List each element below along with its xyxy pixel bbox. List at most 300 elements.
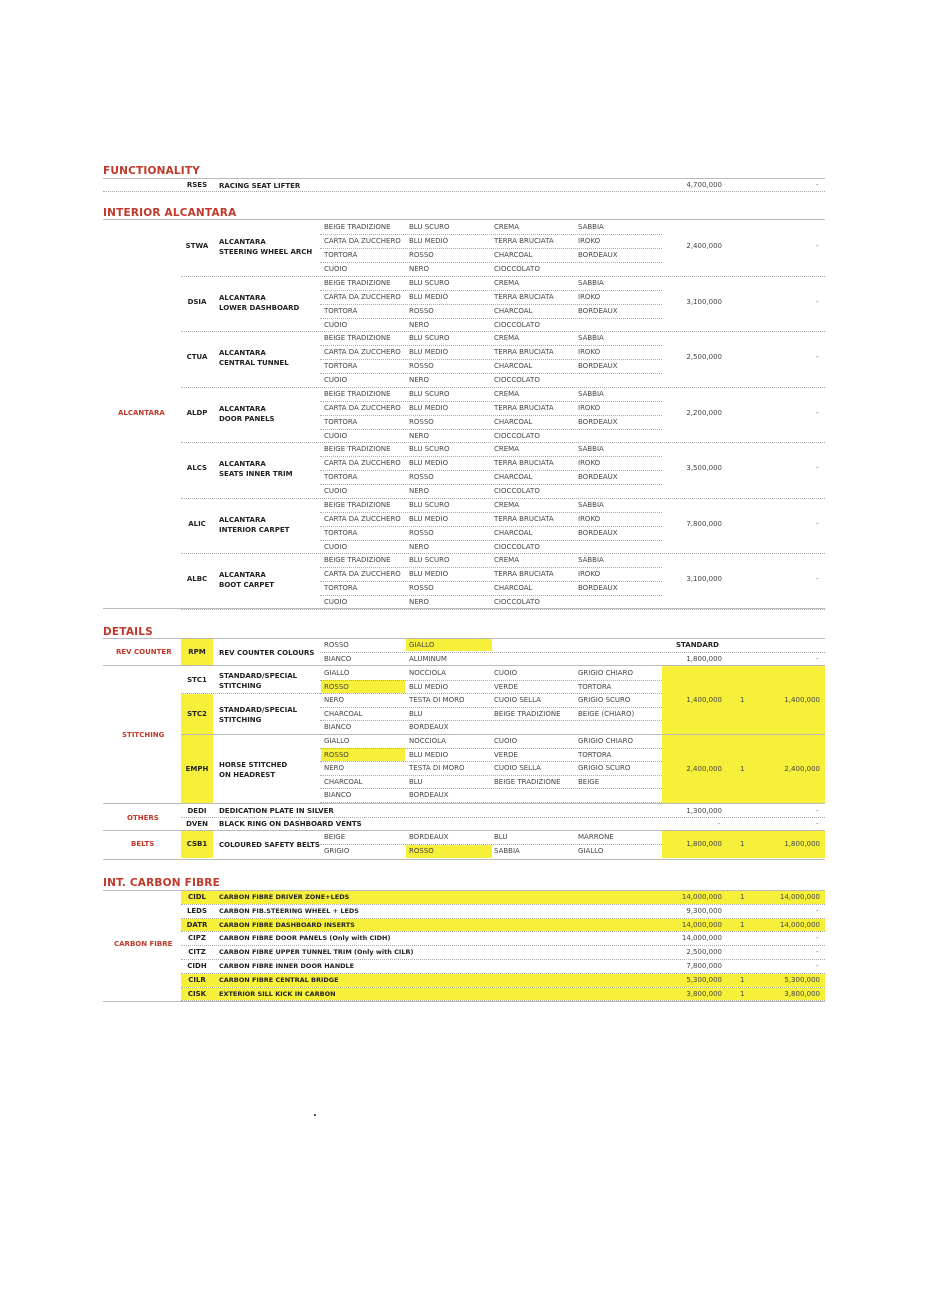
item-total: 2,400,000 [784, 765, 820, 773]
colour-option: CUOIO SELLA [494, 764, 541, 773]
item-price: 1,400,000 [686, 696, 722, 704]
colour-option: SABBIA [578, 389, 604, 398]
divider [181, 931, 825, 932]
colour-option: BEIGE [324, 833, 346, 841]
colour-option: ROSSO [324, 682, 349, 691]
colour-option: CIOCCOLATO [494, 598, 540, 606]
colour-option: CUOIO [494, 669, 518, 677]
colour-option: CUOIO [324, 542, 348, 551]
colour-option: BLU MEDIO [409, 348, 449, 356]
colour-option: BLU MEDIO [409, 750, 449, 759]
colour-option: CIOCCOLATO [494, 487, 540, 495]
colour-option: SABBIA [578, 278, 604, 287]
item-code: CISK [187, 989, 207, 998]
divider [181, 387, 825, 388]
colour-option: BLU SCURO [409, 389, 450, 398]
colour-option: SABBIA [578, 334, 604, 342]
item-price: 3,100,000 [686, 575, 722, 583]
colour-option: GIALLO [324, 669, 350, 677]
item-code: CIPZ [188, 934, 206, 943]
colour-option: CUOIO [324, 431, 348, 440]
divider [103, 191, 825, 192]
category-label-carbon-fibre: CARBON FIBRE [114, 940, 173, 948]
colour-option: CARTA DA ZUCCHERO [324, 403, 401, 412]
item-code: RPM [188, 648, 206, 656]
item-price: 1,300,000 [686, 807, 722, 815]
item-total: - [816, 353, 819, 361]
colour-option: NERO [409, 431, 430, 440]
category-label-stitching: STITCHING [122, 731, 165, 739]
colour-option: TESTA DI MORO [409, 696, 465, 705]
colour-option: NERO [409, 320, 430, 329]
colour-option: CHARCOAL [494, 528, 533, 537]
colour-option: BEIGE [578, 777, 600, 786]
item-code: CSB1 [186, 840, 208, 848]
colour-option: BEIGE TRADIZIONE [324, 334, 391, 342]
divider [320, 652, 825, 653]
item-total: - [816, 575, 819, 583]
divider [320, 761, 662, 762]
colour-option: IROKO [578, 403, 601, 412]
divider [320, 248, 662, 249]
divider [320, 844, 662, 845]
colour-option: CUOIO [324, 320, 348, 329]
item-price: 4,700,000 [686, 181, 722, 189]
divider [320, 775, 662, 776]
item-quantity: 1 [740, 765, 745, 773]
colour-option: IROKO [578, 237, 601, 245]
item-description: STANDARD/SPECIAL STITCHING [219, 672, 298, 690]
colour-option: CREMA [494, 445, 520, 453]
item-quantity: 1 [740, 840, 745, 848]
colour-option: TORTORA [324, 417, 358, 426]
item-price: 7,800,000 [686, 962, 722, 970]
divider [320, 526, 662, 527]
colour-option: BORDEAUX [578, 417, 618, 426]
divider [103, 803, 825, 804]
colour-option: GRIGIO CHIARO [578, 669, 633, 677]
item-code: DATR [186, 920, 208, 929]
item-quantity: 1 [740, 893, 745, 901]
colour-option: BLU MEDIO [409, 682, 449, 691]
divider [320, 693, 662, 694]
item-total: - [816, 948, 819, 957]
item-total: 1,800,000 [784, 840, 820, 848]
colour-option: BLU SCURO [409, 278, 450, 287]
colour-option: TORTORA [578, 682, 612, 691]
colour-option: ROSSO [409, 251, 434, 259]
colour-option: CUOIO [494, 737, 518, 745]
colour-option: BEIGE (CHIARO) [578, 709, 635, 718]
item-total: - [816, 807, 819, 815]
item-description: CARBON FIB.STEERING WHEEL + LEDS [219, 906, 359, 915]
item-price: 5,300,000 [686, 975, 722, 984]
item-total: - [816, 906, 819, 915]
item-code: ALCS [186, 464, 208, 472]
colour-option: CREMA [494, 389, 520, 398]
colour-option: CUOIO [324, 598, 348, 606]
item-price: 14,000,000 [681, 920, 722, 929]
colour-option: TESTA DI MORO [409, 764, 465, 773]
colour-option: BORDEAUX [409, 791, 449, 800]
divider [320, 720, 662, 721]
colour-option: TORTORA [324, 473, 358, 481]
colour-option: CUOIO SELLA [494, 696, 541, 705]
colour-option: BORDEAUX [578, 584, 618, 592]
divider [181, 693, 320, 694]
divider [320, 415, 662, 416]
colour-option: NERO [409, 542, 430, 551]
colour-option: BORDEAUX [578, 251, 618, 259]
colour-option: IROKO [578, 292, 601, 301]
colour-option: IROKO [578, 570, 601, 578]
colour-option: SABBIA [578, 500, 604, 509]
divider [181, 553, 825, 554]
colour-option: BORDEAUX [409, 833, 449, 841]
item-price: 9,300,000 [686, 906, 722, 915]
colour-option: BEIGE TRADIZIONE [324, 223, 391, 231]
divider [320, 540, 662, 541]
item-description: STANDARD/SPECIAL STITCHING [219, 706, 298, 724]
item-code: STC2 [187, 710, 207, 718]
colour-option: TERRA BRUCIATA [494, 570, 554, 578]
item-code: CTUA [186, 353, 208, 361]
colour-option: BLU [494, 833, 508, 841]
colour-option: BIANCO [324, 791, 352, 800]
item-price: 1,800,000 [686, 655, 722, 663]
divider [320, 581, 662, 582]
colour-option: BLU SCURO [409, 334, 450, 342]
colour-option: MARRONE [578, 833, 614, 841]
colour-option: NERO [324, 764, 345, 773]
divider [103, 1001, 825, 1002]
speck [314, 1114, 316, 1116]
colour-option: BLU SCURO [409, 445, 450, 453]
item-code: CIDH [187, 962, 207, 970]
item-code: STC1 [187, 676, 207, 684]
colour-option: NERO [409, 487, 430, 495]
item-description: ALCANTARA SEATS INNER TRIM [219, 460, 293, 478]
colour-option: GIALLO [409, 641, 435, 649]
item-code: DEDI [187, 807, 207, 815]
item-description: BLACK RING ON DASHBOARD VENTS [219, 820, 362, 828]
standard-label: STANDARD [676, 641, 719, 649]
colour-option: BEIGE TRADIZIONE [324, 445, 391, 453]
colour-option: CREMA [494, 223, 520, 231]
item-description: CARBON FIBRE INNER DOOR HANDLE [219, 962, 355, 970]
item-total: 14,000,000 [779, 920, 820, 929]
colour-option: BLU SCURO [409, 556, 450, 564]
item-price: - [718, 820, 721, 828]
item-total: - [816, 181, 819, 189]
colour-option: BLU SCURO [409, 500, 450, 509]
divider [320, 429, 662, 430]
colour-option: NERO [409, 376, 430, 384]
category-label-belts: BELTS [131, 840, 155, 848]
item-total: 3,800,000 [784, 989, 820, 998]
item-price: 3,500,000 [686, 464, 722, 472]
colour-option: CREMA [494, 278, 520, 287]
colour-option: CHARCOAL [494, 584, 533, 592]
colour-option: CHARCOAL [494, 417, 533, 426]
divider [320, 748, 662, 749]
item-code: DSIA [187, 297, 207, 306]
divider [181, 498, 825, 499]
colour-option: CHARCOAL [494, 251, 533, 259]
colour-option: CIOCCOLATO [494, 431, 540, 440]
colour-option: BORDEAUX [578, 306, 618, 315]
colour-option: BORDEAUX [409, 723, 449, 732]
colour-option: BLU [409, 709, 423, 718]
divider [320, 234, 662, 235]
colour-option: BLU MEDIO [409, 403, 449, 412]
colour-option: TERRA BRUCIATA [494, 459, 554, 467]
colour-option: TERRA BRUCIATA [494, 292, 554, 301]
item-code: STWA [185, 242, 209, 250]
colour-option: SABBIA [578, 445, 604, 453]
divider [320, 373, 662, 374]
colour-option: ROSSO [409, 362, 434, 370]
item-quantity: 1 [740, 920, 745, 929]
item-code: CILR [188, 975, 206, 984]
colour-option: BEIGE TRADIZIONE [494, 709, 561, 718]
colour-option: SABBIA [578, 223, 604, 231]
item-code: ALBC [186, 575, 208, 583]
colour-option: BLU MEDIO [409, 514, 449, 523]
colour-option: NOCCIOLA [409, 669, 446, 677]
colour-option: CARTA DA ZUCCHERO [324, 570, 401, 578]
section-title-details: DETAILS [103, 626, 153, 638]
colour-option: TORTORA [324, 306, 358, 315]
colour-option: CIOCCOLATO [494, 265, 540, 273]
colour-option: BIANCO [324, 723, 352, 732]
colour-option: BLU [409, 777, 423, 786]
colour-option: GRIGIO CHIARO [578, 737, 633, 745]
colour-option: TERRA BRUCIATA [494, 514, 554, 523]
item-code: CIDL [187, 893, 206, 901]
colour-option: BLU MEDIO [409, 237, 449, 245]
item-price: 1,800,000 [686, 840, 722, 848]
item-quantity: 1 [740, 696, 745, 704]
colour-option: TORTORA [578, 750, 612, 759]
divider [320, 359, 662, 360]
colour-option: ROSSO [409, 306, 434, 315]
item-total: - [816, 519, 819, 528]
colour-option: NERO [409, 598, 430, 606]
item-price: 3,100,000 [686, 297, 722, 306]
colour-option: VERDE [494, 682, 518, 691]
item-price: 2,400,000 [686, 242, 722, 250]
divider [320, 484, 662, 485]
section-title-interior-alcantara: INTERIOR ALCANTARA [103, 207, 237, 219]
divider [320, 456, 662, 457]
divider [320, 262, 662, 263]
colour-option: CIOCCOLATO [494, 376, 540, 384]
item-code: DVEN [186, 820, 208, 828]
colour-option: GIALLO [578, 847, 604, 855]
item-quantity: 1 [740, 989, 745, 998]
colour-option: CARTA DA ZUCCHERO [324, 348, 401, 356]
item-description: CARBON FIBRE DASHBOARD INSERTS [219, 920, 355, 929]
divider [181, 276, 825, 277]
colour-option: ROSSO [324, 641, 349, 649]
divider [103, 178, 825, 179]
colour-option: BEIGE TRADIZIONE [324, 556, 391, 564]
item-price: 3,800,000 [686, 989, 722, 998]
item-total: - [816, 408, 819, 417]
item-description: ALCANTARA STEERING WHEEL ARCH [219, 238, 313, 256]
colour-option: ROSSO [324, 750, 349, 759]
divider [181, 959, 825, 960]
colour-option: CARTA DA ZUCCHERO [324, 292, 401, 301]
colour-option: BORDEAUX [578, 362, 618, 370]
colour-option: CUOIO [324, 265, 348, 273]
divider [320, 304, 662, 305]
item-code: CITZ [188, 948, 206, 957]
item-description: CARBON FIBRE CENTRAL BRIDGE [219, 975, 339, 984]
colour-option: BEIGE TRADIZIONE [494, 777, 561, 786]
item-total: - [816, 962, 819, 970]
colour-option: CHARCOAL [494, 473, 533, 481]
divider [320, 567, 662, 568]
divider [103, 859, 825, 860]
section-title-carbon-fibre: INT. CARBON FIBRE [103, 877, 220, 889]
divider [320, 512, 662, 513]
colour-option: NOCCIOLA [409, 737, 446, 745]
divider [320, 595, 662, 596]
colour-option: BLU MEDIO [409, 570, 449, 578]
colour-option: CARTA DA ZUCCHERO [324, 237, 401, 245]
category-label-rev-counter: REV COUNTER [116, 648, 172, 656]
colour-option: TORTORA [324, 584, 358, 592]
colour-option: TORTORA [324, 528, 358, 537]
colour-option: CHARCOAL [324, 709, 363, 718]
colour-option: CARTA DA ZUCCHERO [324, 459, 401, 467]
colour-option: ROSSO [409, 473, 434, 481]
colour-option: VERDE [494, 750, 518, 759]
colour-option: TORTORA [324, 362, 358, 370]
divider [320, 290, 662, 291]
item-total: - [816, 464, 819, 472]
item-description: ALCANTARA LOWER DASHBOARD [219, 293, 300, 312]
divider [181, 734, 825, 735]
item-total: - [816, 297, 819, 306]
divider [181, 817, 825, 818]
colour-option: CHARCOAL [324, 777, 363, 786]
item-description: ALCANTARA BOOT CARPET [219, 571, 275, 589]
colour-option: NERO [409, 265, 430, 273]
item-description: CARBON FIBRE UPPER TUNNEL TRIM (Only with CILR) [219, 948, 414, 957]
item-description: RACING SEAT LIFTER [219, 182, 301, 190]
item-code: ALDP [186, 408, 208, 417]
colour-option: BIANCO [324, 655, 352, 663]
item-total: - [816, 934, 819, 943]
colour-option: GRIGIO SCURO [578, 696, 631, 705]
item-description: HORSE STITCHED ON HEADREST [219, 761, 288, 779]
colour-option: TERRA BRUCIATA [494, 348, 554, 356]
divider [320, 680, 662, 681]
divider [320, 318, 662, 319]
divider [320, 788, 662, 789]
colour-option: CREMA [494, 556, 520, 564]
colour-option: ROSSO [409, 584, 434, 592]
item-total: 14,000,000 [779, 893, 820, 901]
colour-option: BEIGE TRADIZIONE [324, 278, 391, 287]
item-price: 2,200,000 [686, 408, 722, 417]
item-description: COLOURED SAFETY BELTS [219, 841, 320, 849]
colour-option: CHARCOAL [494, 362, 533, 370]
colour-option: CUOIO [324, 376, 348, 384]
item-total: - [816, 655, 819, 663]
item-code: EMPH [185, 765, 209, 773]
divider [320, 470, 662, 471]
divider [103, 219, 825, 220]
colour-option: BEIGE TRADIZIONE [324, 389, 391, 398]
colour-option: IROKO [578, 459, 601, 467]
category-label-others: OTHERS [127, 814, 159, 822]
colour-option: BORDEAUX [578, 473, 618, 481]
item-price: 14,000,000 [681, 934, 722, 943]
divider [320, 345, 662, 346]
colour-option: NERO [324, 696, 345, 705]
item-description: ALCANTARA DOOR PANELS [219, 404, 275, 423]
divider [320, 707, 662, 708]
item-description: DEDICATION PLATE IN SILVER [219, 807, 334, 815]
item-price: 2,500,000 [686, 948, 722, 957]
item-price: 14,000,000 [681, 893, 722, 901]
colour-option: CUOIO [324, 487, 348, 495]
colour-option: SABBIA [578, 556, 604, 564]
item-quantity: 1 [740, 975, 745, 984]
colour-option: IROKO [578, 514, 601, 523]
colour-option: TERRA BRUCIATA [494, 403, 554, 412]
item-description: ALCANTARA CENTRAL TUNNEL [219, 349, 289, 367]
colour-option: SABBIA [494, 847, 520, 855]
colour-option: ROSSO [409, 417, 434, 426]
colour-option: ROSSO [409, 847, 434, 855]
item-price: 7,800,000 [686, 519, 722, 528]
colour-option: BLU MEDIO [409, 459, 449, 467]
item-description: CARBON FIBRE DRIVER ZONE+LEDS [219, 893, 350, 901]
colour-option: GRIGIO SCURO [578, 764, 631, 773]
colour-option: ROSSO [409, 528, 434, 537]
section-title-functionality: FUNCTIONALITY [103, 165, 201, 177]
colour-option: BLU MEDIO [409, 292, 449, 301]
colour-option: CARTA DA ZUCCHERO [324, 514, 401, 523]
colour-option: BEIGE TRADIZIONE [324, 500, 391, 509]
colour-option: GIALLO [324, 737, 350, 745]
category-label-alcantara: ALCANTARA [118, 409, 165, 417]
colour-option: CHARCOAL [494, 306, 533, 315]
item-total: - [816, 820, 819, 828]
item-price: 2,500,000 [686, 353, 722, 361]
item-code: LEDS [186, 906, 208, 915]
colour-option: CREMA [494, 500, 520, 509]
colour-option: BORDEAUX [578, 528, 618, 537]
colour-option: ALUMINUM [409, 655, 447, 663]
item-description: REV COUNTER COLOURS [219, 649, 315, 657]
divider [103, 608, 825, 609]
divider [181, 442, 825, 443]
divider [320, 401, 662, 402]
colour-option: BLU SCURO [409, 223, 450, 231]
item-code: ALIC [188, 519, 206, 528]
divider [181, 945, 825, 946]
divider [181, 331, 825, 332]
item-total: - [816, 242, 819, 250]
item-description: EXTERIOR SILL KICK IN CARBON [219, 989, 336, 998]
item-total: 1,400,000 [784, 696, 820, 704]
